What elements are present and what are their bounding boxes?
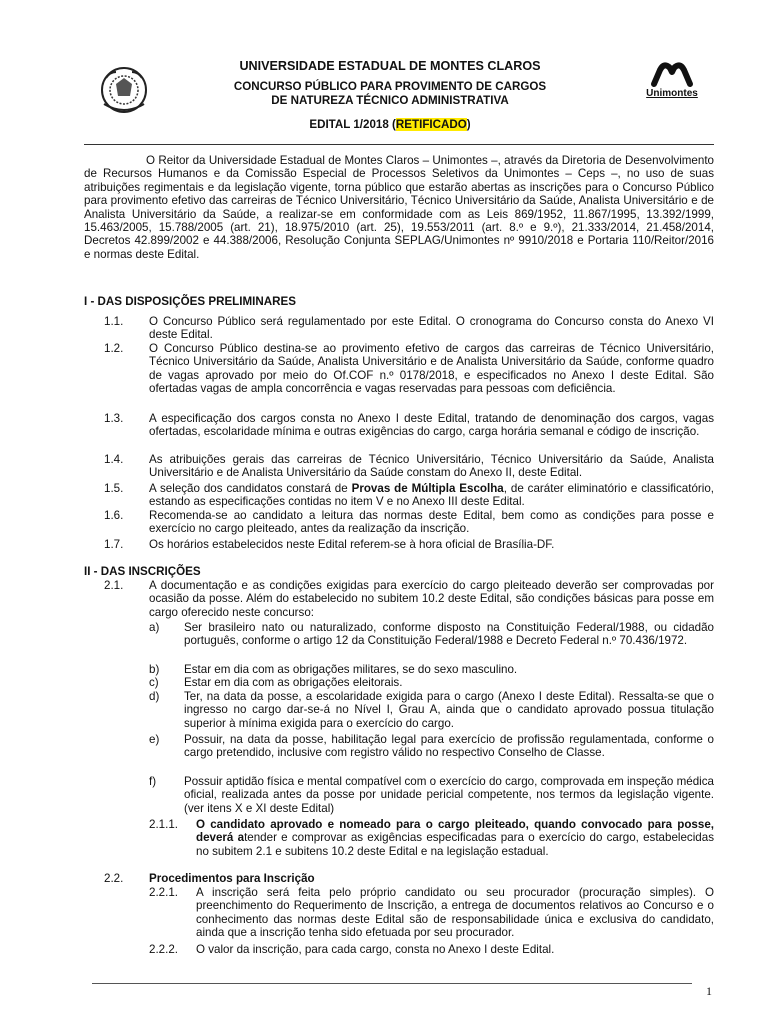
item-number: 2.1.: [104, 579, 124, 592]
item-number: 1.7.: [104, 538, 124, 551]
letter-text: Estar em dia com as obrigações militares, se do sexo masculino.: [184, 663, 518, 676]
section-2-title: II - DAS INSCRIÇÕES: [84, 565, 201, 578]
letter-text: Estar em dia com as obrigações eleitorais.: [184, 676, 403, 689]
letter-marker: b): [149, 663, 160, 676]
item-text-part: A seleção dos candidatos constará de: [149, 482, 352, 495]
item-number: 2.2.2.: [149, 943, 179, 956]
item-text: A documentação e as condições exigidas para exercício do cargo pleiteado deverão ser comprovadas por ocasião da posse. Além do estabelecido no subitem 10.2 deste Edital, são condições básicas para posse em cargo oferecido neste concurso:: [149, 579, 714, 619]
item-number: 1.2.: [104, 342, 124, 355]
item-text: O valor da inscrição, para cada cargo, consta no Anexo I deste Edital.: [196, 943, 555, 956]
item-number: 2.2.: [104, 872, 124, 885]
letter-text: Possuir, na data da posse, habilitação legal para exercício de profissão regulamentada, conforme o cargo pretendido, inclusive com registro válido no respectivo Conselho de Classe.: [184, 733, 714, 760]
edital-title: [180, 118, 600, 131]
letter-text: Possuir aptidão física e mental compatível com o exercício do cargo, comprovada em inspeção médica oficial, realizada antes da posse por unidade pericial competente, nos termos da legislação vigente. (ver itens X e XI deste Edital): [184, 775, 714, 815]
item-text: A inscrição será feita pelo próprio candidato ou seu procurador (procuração simples). O preenchimento do Requerimento de Inscrição, a entrega de documentos relativos ao Concurso e o conhecimento das normas deste Edital são de responsabilidade única e exclusiva do candidato, ainda que a inscrição tenha sido efetuada por seu procurador.: [196, 886, 714, 940]
footer-divider: [92, 983, 692, 984]
item-text-part: tender e comprovar as exigências especificadas para o exercício do cargo, estabelecidas no subitem 2.1 e subitens 10.2 deste Edital e na legislação estadual.: [196, 831, 714, 858]
item-text-bold: O candidato aprovado e nomeado para o cargo pleiteado, quando convocado para posse, deverá a: [196, 818, 714, 845]
item-number: 1.5.: [104, 482, 124, 495]
item-text: Os horários estabelecidos neste Edital referem-se à hora oficial de Brasília-DF.: [149, 538, 555, 551]
page-number: 1: [706, 984, 712, 998]
item-text-part: , de caráter eliminatório e classificatório, estando as especificações contidas no item V e no Anexo III deste Edital.: [149, 482, 715, 509]
item-text: A especificação dos cargos consta no Anexo I deste Edital, tratando de denominação dos cargos, vagas ofertadas, escolaridade mínima e outras exigências do cargo, carga horária semanal e código de inscrição.: [149, 412, 714, 439]
letter-marker: a): [149, 621, 160, 634]
item-text: O Concurso Público será regulamentado por este Edital. O cronograma do Concurso consta do Anexo VI deste Edital.: [149, 315, 714, 342]
retificado-highlight: RETIFICADO: [395, 118, 467, 131]
item-number: 1.3.: [104, 412, 124, 425]
letter-marker: f): [149, 775, 157, 788]
subsection-title: Procedimentos para Inscrição: [149, 872, 315, 885]
intro-paragraph: O Reitor da Universidade Estadual de Montes Claros – Unimontes –, através da Diretoria de Desenvolvimento de Recursos Humanos e da Comissão Especial de Processos Seletivos da Unimontes – Ceps –, no uso de suas atribuições regimentais e da legislação vigente, torna público que estarão abertas as inscrições para o Concurso Público para provimento efetivo das carreiras de Técnico Universitário, Técnico Universitário da Saúde, Analista Universitário e de Analista Universitário da Saúde, a realizar-se em conformidade com as Leis 869/1952, 11.867/1995, 13.392/1999, 15.463/2005, 15.788/2005 (art. 21), 18.975/2010 (art. 25), 19.553/2011 (art. 8.º e 9.º), 21.333/2014, 21.458/2014, Decretos 42.899/2002 e 44.388/2006, Resolução Conjunta SEPLAG/Unimontes nº 9910/2018 e Portaria 110/Reitor/2016 e normas deste Edital.: [84, 154, 714, 261]
item-text: O Concurso Público destina-se ao provimento efetivo de cargos das carreiras de Técnico Universitário, Técnico Universitário da Saúde, Analista Universitário e de Analista Universitário da Saúde, conforme quadro de vagas aprovado por meio do Of.COF n.º 0178/2018, e especificados no Anexo I deste Edital. São ofertadas vagas de ampla concorrência e vagas reservadas para pessoas com deficiência.: [149, 342, 714, 396]
coat-of-arms-icon: [98, 64, 150, 116]
item-number: 1.6.: [104, 509, 124, 522]
item-text: Recomenda-se ao candidato a leitura das normas deste Edital, bem como as condições para posse e exercício no cargo pleiteado, antes da realização da inscrição.: [149, 509, 714, 536]
item-number: 2.2.1.: [149, 886, 179, 899]
logo-text: Unimontes: [646, 88, 698, 99]
unimontes-logo: [632, 60, 712, 104]
letter-text: Ter, na data da posse, a escolaridade exigida para o cargo (Anexo I deste Edital). Ressalta-se que o ingresso no cargo dar-se-á no Nível I, Grau A, ainda que o candidato aprovado possua titulação superior à mínima exigida para o exercício do cargo.: [184, 690, 714, 730]
letter-text: Ser brasileiro nato ou naturalizado, conforme disposto na Constituição Federal/1988, ou cidadão português, conforme o artigo 12 da Constituição Federal/1988 e Decreto Federal n.º 70.436/1972.: [184, 621, 714, 648]
university-name: UNIVERSIDADE ESTADUAL DE MONTES CLAROS: [239, 59, 541, 73]
item-text-bold: Provas de Múltipla Escolha: [351, 482, 504, 495]
item-number: 1.4.: [104, 453, 124, 466]
item-text: [196, 818, 714, 858]
header-divider: [84, 144, 714, 145]
letter-marker: c): [149, 676, 159, 689]
item-number: 2.1.1.: [149, 818, 179, 831]
item-text: [149, 482, 714, 509]
header-line-2: CONCURSO PÚBLICO PARA PROVIMENTO DE CARGOS: [233, 80, 547, 93]
item-number: 1.1.: [104, 315, 124, 328]
item-text: As atribuições gerais das carreiras de Técnico Universitário, Técnico Universitário da Saúde, Analista Universitário e de Analista Universitário da Saúde constam do Anexo II, deste Edital.: [149, 453, 714, 480]
letter-marker: e): [149, 733, 160, 746]
unimontes-logo-icon: [632, 60, 712, 90]
edital-close: ): [466, 118, 471, 131]
section-1-title: I - DAS DISPOSIÇÕES PRELIMINARES: [84, 295, 296, 308]
header-line-3: DE NATUREZA TÉCNICO ADMINISTRATIVA: [271, 94, 509, 107]
edital-number: EDITAL 1/2018 (: [309, 118, 396, 131]
letter-marker: d): [149, 690, 160, 703]
